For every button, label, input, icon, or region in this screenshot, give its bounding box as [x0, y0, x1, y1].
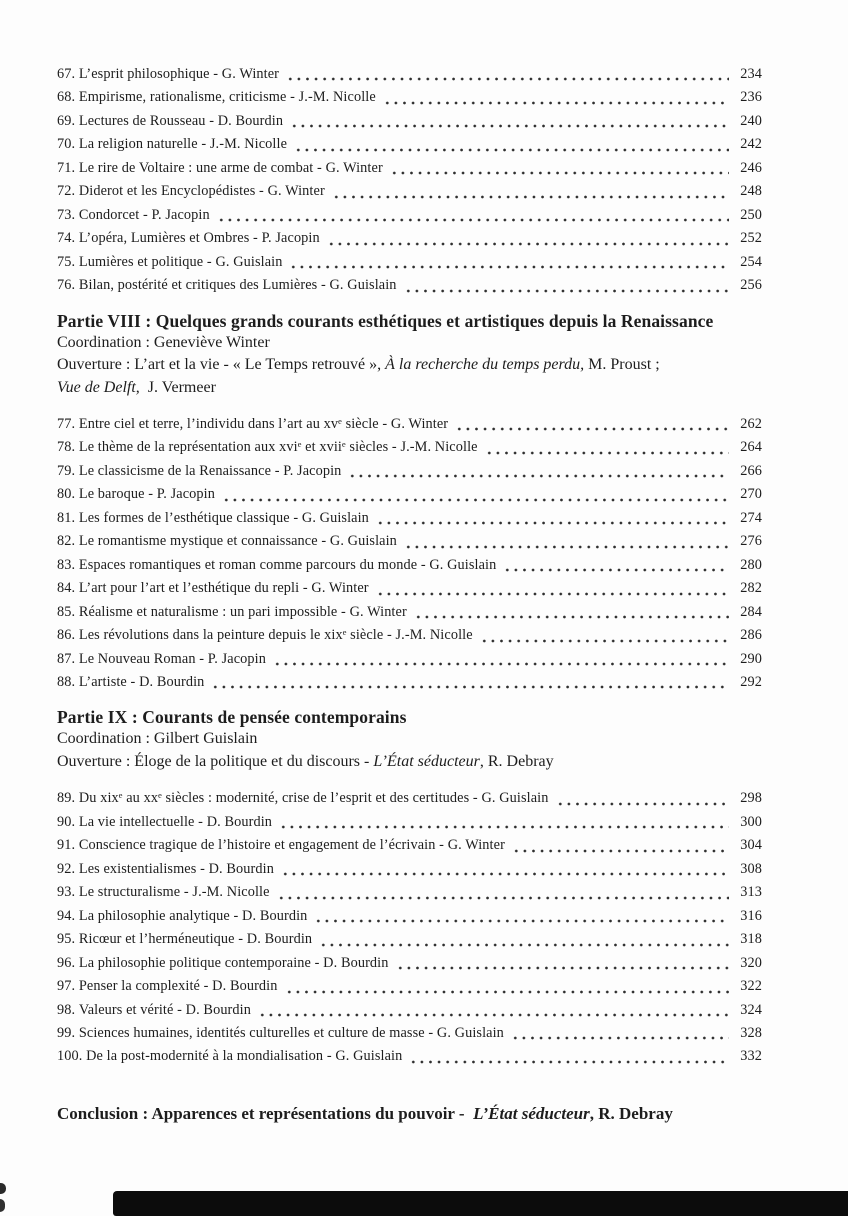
part8-heading — [57, 310, 762, 400]
leader-dots — [480, 624, 729, 647]
toc-entry — [57, 274, 762, 297]
page-number: 298 — [740, 790, 762, 807]
toc-entry — [57, 507, 762, 530]
entry-title: Ricœur et l’herméneutique - D. Bourdin — [78, 931, 313, 948]
entry-title: Penser la complexité - D. Bourdin — [78, 978, 278, 995]
toc-entry — [57, 975, 762, 998]
leader-dots — [485, 436, 729, 459]
entry-title: Lumières et politique - G. Guislain — [78, 253, 283, 270]
italic-text-segment: L’État séducteur — [373, 752, 480, 770]
entry-title: Les existentialismes - D. Bourdin — [78, 860, 274, 877]
page-number: 320 — [740, 954, 762, 971]
leader-dots — [556, 787, 730, 810]
italic-text-segment: Vue de Delft, — [57, 378, 140, 396]
entry-title: Espaces romantiques et roman comme parcours du monde - G. Guislain — [78, 556, 497, 573]
entry-number: 80. — [57, 486, 79, 503]
entry-number: 90. — [57, 813, 79, 830]
page-number: 236 — [740, 89, 762, 106]
toc-entry — [57, 1045, 762, 1068]
entry-title: De la post-modernité à la mondialisation - G. Guislain — [86, 1048, 403, 1065]
entry-title: La religion naturelle - J.-M. Nicolle — [78, 136, 288, 153]
leader-dots — [273, 648, 729, 671]
entry-number: 89. — [57, 790, 79, 807]
entry-number: 73. — [57, 206, 79, 223]
toc-entry — [57, 554, 762, 577]
entry-number: 81. — [57, 509, 79, 526]
text-segment: , R. Debray — [589, 1103, 673, 1123]
toc-content — [57, 63, 762, 1125]
toc-entry — [57, 811, 762, 834]
toc-entry — [57, 928, 762, 951]
part7-tail-entries — [57, 63, 762, 298]
page-number: 332 — [740, 1048, 762, 1065]
italic-text-segment: L’État séducteur — [473, 1103, 590, 1123]
part-subline — [57, 332, 762, 355]
leader-dots — [512, 834, 729, 857]
toc-entry — [57, 436, 762, 459]
entry-number: 71. — [57, 159, 79, 176]
leader-dots — [217, 204, 729, 227]
text-segment: Ouverture : L’art et la vie - « Le Temps retrouvé », — [57, 356, 386, 374]
part-subline — [57, 354, 762, 377]
toc-entry — [57, 858, 762, 881]
italic-text-segment: À la recherche du temps perdu, — [385, 356, 585, 374]
part-heading-title: Partie IX : Courants de pensée contemporains — [57, 707, 407, 728]
entry-title: Empirisme, rationalisme, criticisme - J.-M. Nicolle — [78, 89, 376, 106]
scan-artifact-edge-speck — [0, 1199, 5, 1212]
toc-entry — [57, 460, 762, 483]
scan-artifact-bottom-bar — [113, 1191, 848, 1216]
page-number: 328 — [740, 1025, 762, 1041]
page-number: 304 — [740, 837, 762, 854]
leader-dots — [383, 86, 729, 109]
entry-number: 84. — [57, 580, 79, 597]
entry-number: 83. — [57, 556, 79, 573]
leader-dots — [289, 251, 729, 274]
entry-number: 99. — [57, 1025, 79, 1041]
leader-dots — [332, 180, 729, 203]
toc-entry — [57, 1022, 762, 1045]
leader-dots — [376, 577, 729, 600]
text-segment: Coordination : Gilbert Guislain — [57, 730, 258, 748]
leader-dots — [281, 858, 729, 881]
entry-number: 67. — [57, 66, 79, 82]
entry-title: L’art pour l’art et l’esthétique du repli - G. Winter — [78, 580, 369, 597]
leader-dots — [348, 460, 729, 483]
toc-entry — [57, 110, 762, 133]
leader-dots — [286, 63, 729, 86]
page-number: 324 — [740, 1001, 762, 1018]
entry-title: Les révolutions dans la peinture depuis le xixᵉ siècle - J.-M. Nicolle — [78, 627, 473, 644]
entry-title: Valeurs et vérité - D. Bourdin — [78, 1001, 251, 1018]
toc-entry — [57, 648, 762, 671]
leader-dots — [294, 133, 729, 156]
entry-number: 85. — [57, 603, 79, 620]
entry-number: 79. — [57, 462, 79, 479]
toc-entry — [57, 881, 762, 904]
page-number: 252 — [740, 230, 762, 247]
text-segment: J. Vermeer — [139, 378, 216, 396]
leader-dots — [511, 1022, 729, 1045]
entry-number: 86. — [57, 627, 79, 644]
leader-dots — [390, 157, 729, 180]
page-number: 242 — [740, 136, 762, 153]
toc-entry — [57, 251, 762, 274]
page-number: 264 — [740, 439, 762, 456]
toc-entry — [57, 227, 762, 250]
text-segment: M. Proust ; — [584, 356, 660, 374]
leader-dots — [258, 999, 729, 1022]
entry-title: Bilan, postérité et critiques des Lumières - G. Guislain — [78, 277, 397, 294]
part-subline — [57, 728, 762, 751]
toc-entry — [57, 601, 762, 624]
leader-dots — [327, 227, 729, 250]
entry-title: Entre ciel et terre, l’individu dans l’art au xvᵉ siècle - G. Winter — [78, 416, 449, 433]
entry-title: Les formes de l’esthétique classique - G. Guislain — [78, 509, 369, 526]
page-number: 234 — [740, 66, 762, 82]
part-heading-title: Partie VIII : Quelques grands courants esthétiques et artistiques depuis la Renaissance — [57, 310, 714, 331]
entry-number: 70. — [57, 136, 79, 153]
entry-title: Le baroque - P. Jacopin — [78, 486, 215, 503]
page-number: 262 — [740, 416, 762, 433]
entry-number: 93. — [57, 884, 79, 901]
entry-number: 74. — [57, 230, 79, 247]
entry-title: La philosophie analytique - D. Bourdin — [78, 907, 308, 924]
entry-number: 77. — [57, 416, 79, 433]
toc-entry — [57, 834, 762, 857]
part-subline — [57, 751, 762, 774]
leader-dots — [277, 881, 729, 904]
toc-entry — [57, 999, 762, 1022]
toc-entry — [57, 671, 762, 694]
leader-dots — [404, 274, 729, 297]
entry-title: Conscience tragique de l’histoire et engagement de l’écrivain - G. Winter — [78, 837, 505, 854]
entry-title: L’opéra, Lumières et Ombres - P. Jacopin — [78, 230, 320, 247]
entry-number: 94. — [57, 907, 79, 924]
page-number: 248 — [740, 183, 762, 200]
entry-title: La vie intellectuelle - D. Bourdin — [78, 813, 273, 830]
page-number: 316 — [740, 907, 762, 924]
leader-dots — [376, 507, 729, 530]
scan-artifact-edge-speck — [0, 1183, 6, 1194]
page-number: 286 — [740, 627, 762, 644]
page-number: 276 — [740, 533, 762, 550]
entry-title: Diderot et les Encyclopédistes - G. Winter — [78, 183, 325, 200]
leader-dots — [503, 554, 729, 577]
page-number: 322 — [740, 978, 762, 995]
entry-title: Le rire de Voltaire : une arme de combat - G. Winter — [78, 159, 383, 176]
entry-number: 95. — [57, 931, 79, 948]
entry-number: 91. — [57, 837, 79, 854]
toc-entry — [57, 530, 762, 553]
leader-dots — [222, 483, 729, 506]
leader-dots — [319, 928, 729, 951]
text-segment: Conclusion : Apparences et représentations du pouvoir - — [57, 1103, 474, 1123]
page-number: 284 — [740, 603, 762, 620]
toc-entry — [57, 133, 762, 156]
entry-title: Du xixᵉ au xxᵉ siècles : modernité, crise de l’esprit et des certitudes - G. Guislain — [78, 790, 549, 807]
text-segment: , R. Debray — [479, 752, 554, 770]
toc-entry — [57, 63, 762, 86]
entry-number: 87. — [57, 650, 79, 667]
entry-number: 92. — [57, 860, 79, 877]
part9-entries — [57, 787, 762, 1068]
entry-title: Le Nouveau Roman - P. Jacopin — [78, 650, 266, 667]
entry-title: La philosophie politique contemporaine - D. Bourdin — [78, 954, 389, 971]
entry-title: Le thème de la représentation aux xviᵉ et xviiᵉ siècles - J.-M. Nicolle — [78, 439, 478, 456]
part9-heading — [57, 706, 762, 773]
toc-entry — [57, 905, 762, 928]
toc-entry — [57, 86, 762, 109]
entry-number: 100. — [57, 1048, 87, 1065]
leader-dots — [285, 975, 729, 998]
entry-number: 96. — [57, 954, 79, 971]
part8-entries — [57, 413, 762, 694]
leader-dots — [404, 530, 729, 553]
entry-number: 78. — [57, 439, 79, 456]
entry-title: Le structuralisme - J.-M. Nicolle — [78, 884, 270, 901]
toc-entry — [57, 157, 762, 180]
entry-title: L’esprit philosophique - G. Winter — [78, 66, 280, 82]
entry-title: Lectures de Rousseau - D. Bourdin — [78, 112, 284, 129]
entry-title: L’artiste - D. Bourdin — [78, 674, 205, 691]
page-number: 240 — [740, 112, 762, 129]
entry-title: Réalisme et naturalisme : un pari impossible - G. Winter — [78, 603, 407, 620]
entry-number: 88. — [57, 674, 79, 691]
toc-entry — [57, 787, 762, 810]
conclusion-heading — [57, 1103, 762, 1125]
leader-dots — [314, 905, 729, 928]
entry-number: 76. — [57, 277, 79, 294]
entry-number: 98. — [57, 1001, 79, 1018]
text-segment: Ouverture : Éloge de la politique et du discours - — [57, 752, 374, 770]
page-number: 300 — [740, 813, 762, 830]
leader-dots — [409, 1045, 729, 1068]
entry-number: 75. — [57, 253, 79, 270]
toc-entry — [57, 413, 762, 436]
toc-entry — [57, 624, 762, 647]
page-number: 308 — [740, 860, 762, 877]
entry-number: 82. — [57, 533, 79, 550]
page-number: 290 — [740, 650, 762, 667]
entry-title: Condorcet - P. Jacopin — [78, 206, 210, 223]
entry-number: 69. — [57, 112, 79, 129]
page-number: 254 — [740, 253, 762, 270]
page-number: 318 — [740, 931, 762, 948]
toc-entry — [57, 483, 762, 506]
page-number: 246 — [740, 159, 762, 176]
page-number: 256 — [740, 277, 762, 294]
toc-entry — [57, 952, 762, 975]
entry-number: 97. — [57, 978, 79, 995]
page-number: 270 — [740, 486, 762, 503]
leader-dots — [211, 671, 729, 694]
page-number: 266 — [740, 462, 762, 479]
leader-dots — [396, 952, 729, 975]
entry-number: 72. — [57, 183, 79, 200]
page-number: 282 — [740, 580, 762, 597]
leader-dots — [290, 110, 729, 133]
entry-title: Le classicisme de la Renaissance - P. Jacopin — [78, 462, 342, 479]
leader-dots — [414, 601, 729, 624]
leader-dots — [455, 413, 729, 436]
entry-title: Sciences humaines, identités culturelles et culture de masse - G. Guislain — [78, 1025, 504, 1041]
part-subline — [57, 377, 762, 400]
toc-entry — [57, 577, 762, 600]
page-number: 313 — [740, 884, 762, 901]
entry-title: Le romantisme mystique et connaissance - G. Guislain — [78, 533, 397, 550]
toc-entry — [57, 180, 762, 203]
text-segment: Coordination : Geneviève Winter — [57, 333, 270, 351]
toc-entry — [57, 204, 762, 227]
entry-number: 68. — [57, 89, 79, 106]
page-number: 274 — [740, 509, 762, 526]
page-number: 250 — [740, 206, 762, 223]
leader-dots — [279, 811, 729, 834]
page-number: 292 — [740, 674, 762, 691]
page-number: 280 — [740, 556, 762, 573]
